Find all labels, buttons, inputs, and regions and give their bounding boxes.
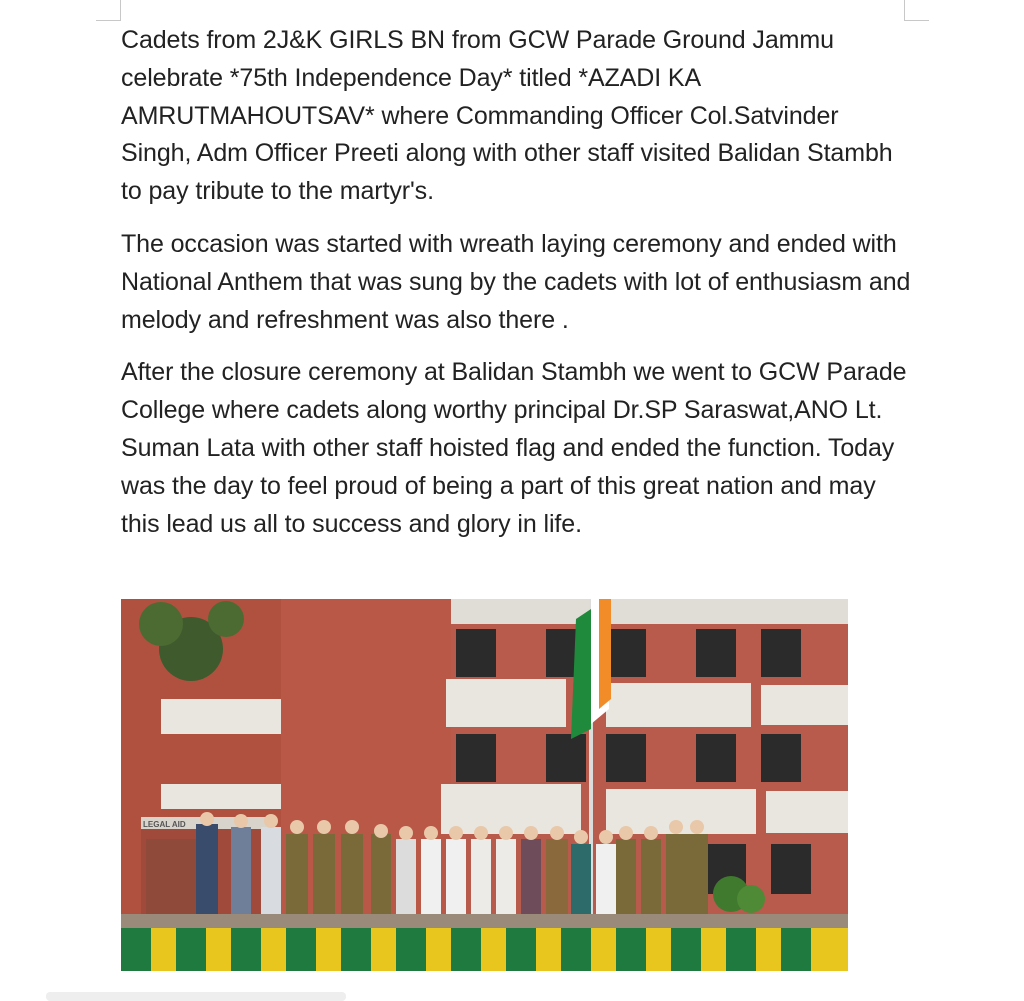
paragraph-intro: Cadets from 2J&K GIRLS BN from GCW Parade Ground Jammu celebrate *75th Independence Day* titled *AZADI KA AMRUTMAHOUTSAV* where Commanding Officer Col.Satvinder Singh, Adm Officer Preeti along with other staff visited Balidan Stambh to pay tribute to the martyr's. (121, 26, 893, 206)
flag-hoisting-photo (121, 599, 848, 971)
horizontal-scroll-indicator[interactable] (46, 992, 346, 1001)
building-sign-text: LEGAL AID (143, 820, 186, 829)
paragraph-closure: After the closure ceremony at Balidan Stambh we went to GCW Parade College where cadets along worthy principal Dr.SP Saraswat,ANO Lt. Suman Lata with other staff hoisted flag and ended the function. Today was the day to feel proud of being a part of this great nation and may this lead us all to success and glory in life. (121, 358, 907, 538)
paragraph-ceremony: The occasion was started with wreath laying ceremony and ended with National Anthem that was sung by the cadets with lot of enthusiasm and melody and refreshment was also there . (121, 229, 911, 334)
page-corner-mark-right (904, 0, 929, 21)
document-body (121, 22, 911, 558)
page-corner-mark-left (96, 0, 121, 21)
